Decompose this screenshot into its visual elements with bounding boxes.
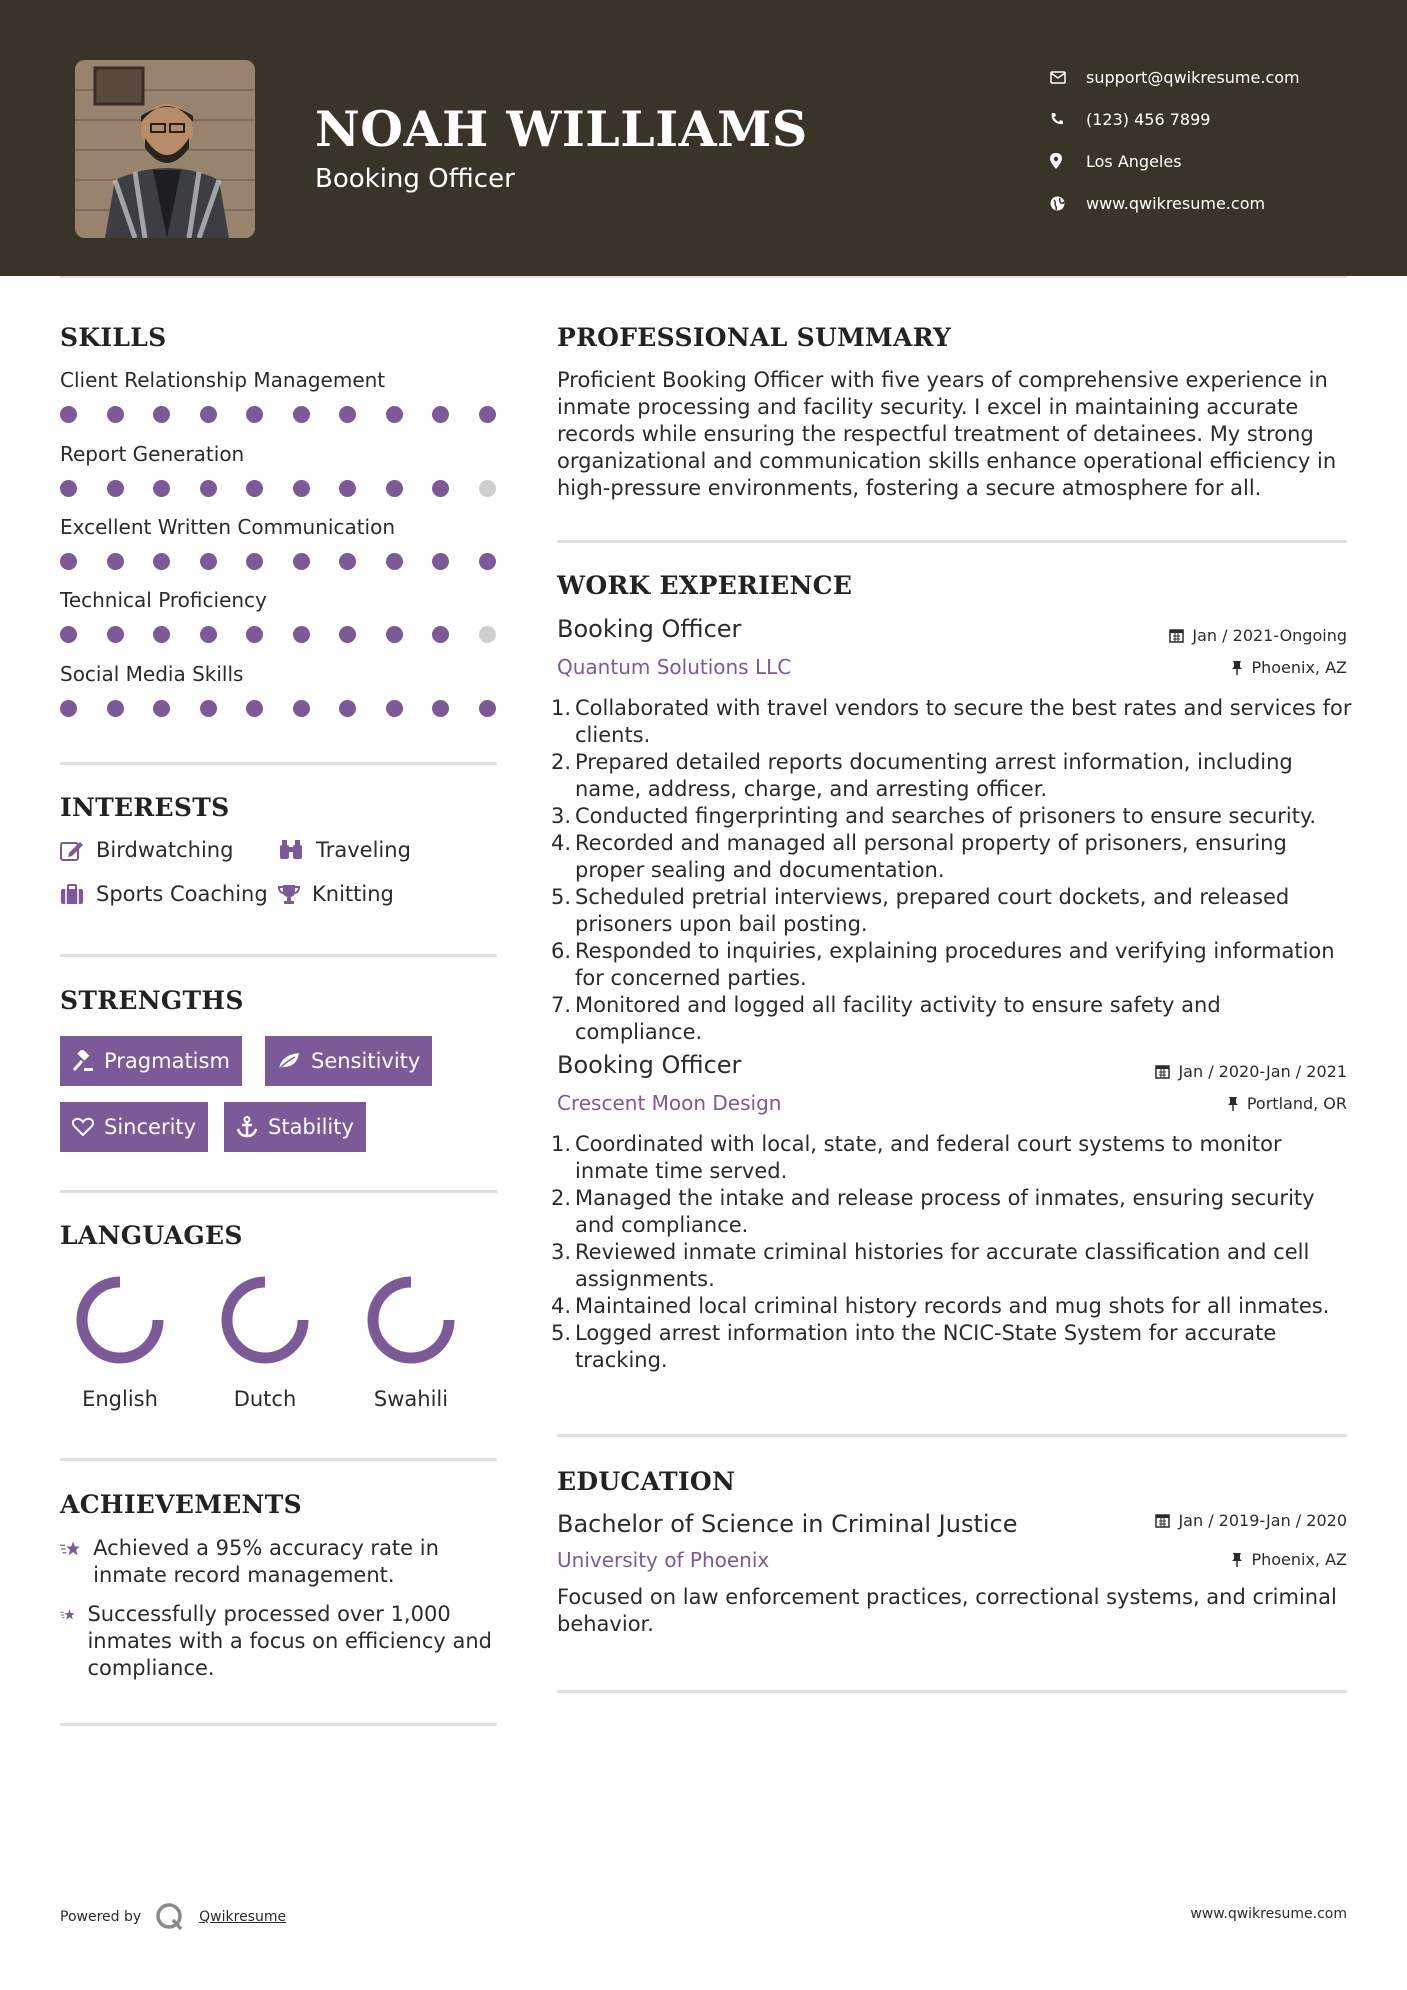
school-name: University of Phoenix xyxy=(557,1548,770,1572)
skill-rating xyxy=(60,553,500,573)
skill-dot-filled xyxy=(339,480,356,497)
skill-dot-filled xyxy=(60,626,77,643)
section-divider xyxy=(557,1434,1347,1437)
skill-dot-filled xyxy=(107,626,124,643)
job-location-text: Portland, OR xyxy=(1246,1094,1347,1113)
skill-dot-filled xyxy=(432,553,449,570)
section-divider xyxy=(557,1690,1347,1693)
degree-title: Bachelor of Science in Criminal Justice xyxy=(557,1510,1018,1538)
skill-dot-filled xyxy=(107,480,124,497)
achievement-text: Achieved a 95% accuracy rate in inmate record management. xyxy=(93,1536,439,1587)
suitcase-icon xyxy=(60,883,84,905)
footer-powered-by xyxy=(60,1902,286,1932)
duty-text: Reviewed inmate criminal histories for accurate classification and cell assignments. xyxy=(575,1240,1310,1291)
skill-dot-filled xyxy=(386,553,403,570)
duty-text: Monitored and logged all facility activity to ensure safety and compliance. xyxy=(575,993,1221,1044)
skill-dot-filled xyxy=(339,626,356,643)
skill-dot-filled xyxy=(60,553,77,570)
skill-dot-filled xyxy=(339,406,356,423)
duty-text: Maintained local criminal history records and mug shots for all inmates. xyxy=(575,1294,1330,1318)
skill-dot-filled xyxy=(386,480,403,497)
language-gauge-arc xyxy=(227,1282,303,1358)
skill-dot-filled xyxy=(200,626,217,643)
leaf-icon xyxy=(277,1051,301,1071)
skill-name: Report Generation xyxy=(60,442,245,466)
envelope-icon xyxy=(1050,71,1086,84)
language-gauge xyxy=(190,1270,340,1370)
skill-dot-filled xyxy=(153,700,170,717)
section-divider xyxy=(60,954,497,957)
strength-label: Pragmatism xyxy=(104,1049,230,1073)
company-name: Crescent Moon Design xyxy=(557,1091,782,1115)
duty-item xyxy=(551,695,1352,749)
calendar-icon xyxy=(1155,1064,1170,1079)
skill-dot-filled xyxy=(200,406,217,423)
duty-item xyxy=(551,1320,1352,1374)
skill-dot-filled xyxy=(153,480,170,497)
interest-item xyxy=(60,882,268,906)
candidate-name: NOAH WILLIAMS xyxy=(315,100,808,158)
pushpin-icon xyxy=(1231,660,1243,675)
skill-dot-filled xyxy=(386,626,403,643)
pushpin-icon xyxy=(1231,1552,1243,1567)
skills-heading: SKILLS xyxy=(60,323,167,352)
duty-item xyxy=(551,938,1352,992)
skill-dot-filled xyxy=(293,406,310,423)
job-dates-text: Jan / 2021-Ongoing xyxy=(1192,626,1347,645)
contact-location-text: Los Angeles xyxy=(1086,151,1182,171)
skill-dot-filled xyxy=(60,700,77,717)
skill-dot-filled xyxy=(60,406,77,423)
duty-item xyxy=(551,1131,1352,1185)
strength-label: Stability xyxy=(268,1115,354,1139)
calendar-icon xyxy=(1169,628,1184,643)
skill-dot-filled xyxy=(293,553,310,570)
anchor-icon xyxy=(236,1116,258,1138)
skill-name: Client Relationship Management xyxy=(60,368,386,392)
language-gauge-arc xyxy=(373,1282,449,1358)
skill-dot-filled xyxy=(386,700,403,717)
section-divider xyxy=(60,1190,497,1193)
skill-dot-filled xyxy=(246,480,263,497)
duty-number: 5. xyxy=(551,885,572,909)
skill-dot-filled xyxy=(293,700,310,717)
skill-name: Technical Proficiency xyxy=(60,588,267,612)
interest-label: Sports Coaching xyxy=(96,882,268,906)
interest-item xyxy=(278,838,411,862)
interest-label: Traveling xyxy=(316,838,411,862)
skill-name: Social Media Skills xyxy=(60,662,244,686)
heart-icon xyxy=(72,1117,94,1137)
job-location xyxy=(1227,1094,1347,1113)
header-divider xyxy=(60,276,1347,278)
strength-tag xyxy=(265,1036,432,1086)
duty-number: 2. xyxy=(551,1186,572,1210)
skill-dot-filled xyxy=(432,700,449,717)
company-name: Quantum Solutions LLC xyxy=(557,655,792,679)
job-title: Booking Officer xyxy=(557,1051,742,1079)
summary-heading: PROFESSIONAL SUMMARY xyxy=(557,323,952,352)
skill-dot-filled xyxy=(153,626,170,643)
duty-item xyxy=(551,1239,1352,1293)
job-location xyxy=(1231,658,1347,677)
qwikresume-logo-icon xyxy=(155,1902,185,1932)
skill-dot-empty xyxy=(479,480,496,497)
edit-icon xyxy=(60,839,84,861)
strength-tag xyxy=(60,1036,242,1086)
duty-item xyxy=(551,884,1352,938)
contact-email-text: support@qwikresume.com xyxy=(1086,67,1300,87)
duty-number: 1. xyxy=(551,1132,572,1156)
experience-heading: WORK EXPERIENCE xyxy=(557,571,853,600)
contact-email[interactable] xyxy=(1050,56,1300,98)
skill-dot-filled xyxy=(246,406,263,423)
job-dates-text: Jan / 2020-Jan / 2021 xyxy=(1178,1062,1347,1081)
duty-text: Conducted fingerprinting and searches of prisoners to ensure security. xyxy=(575,804,1317,828)
job-dates xyxy=(1155,1062,1347,1081)
skill-dot-filled xyxy=(432,480,449,497)
achievement-item xyxy=(60,1601,500,1682)
duty-number: 3. xyxy=(551,1240,572,1264)
strengths-heading: STRENGTHS xyxy=(60,986,244,1015)
interest-label: Knitting xyxy=(312,882,394,906)
job-duties xyxy=(551,695,1352,1046)
duty-number: 5. xyxy=(551,1321,572,1345)
skill-dot-filled xyxy=(246,626,263,643)
interests-heading: INTERESTS xyxy=(60,793,230,822)
pushpin-icon xyxy=(1227,1096,1239,1111)
skill-dot-filled xyxy=(153,553,170,570)
star-icon xyxy=(60,1535,81,1563)
contact-phone-text: (123) 456 7899 xyxy=(1086,109,1211,129)
achievements-heading: ACHIEVEMENTS xyxy=(60,1490,302,1519)
languages-heading: LANGUAGES xyxy=(60,1221,243,1250)
skill-dot-filled xyxy=(339,553,356,570)
duty-text: Prepared detailed reports documenting arrest information, including name, address, charge, and arresting officer. xyxy=(575,750,1293,801)
skill-dot-filled xyxy=(479,700,496,717)
brand-link[interactable]: Qwikresume xyxy=(199,1909,287,1925)
education-location-text: Phoenix, AZ xyxy=(1251,1550,1347,1569)
skill-dot-filled xyxy=(432,626,449,643)
achievement-item xyxy=(60,1535,500,1589)
education-dates xyxy=(1155,1511,1347,1530)
strength-label: Sincerity xyxy=(104,1115,197,1139)
job-title: Booking Officer xyxy=(557,615,742,643)
duty-number: 2. xyxy=(551,750,572,774)
strength-label: Sensitivity xyxy=(311,1049,421,1073)
skill-dot-filled xyxy=(60,480,77,497)
skill-dot-filled xyxy=(339,700,356,717)
language-label: Dutch xyxy=(233,1387,297,1411)
gavel-icon xyxy=(72,1050,94,1072)
skill-dot-filled xyxy=(479,406,496,423)
candidate-title: Booking Officer xyxy=(315,164,515,194)
skill-dot-filled xyxy=(153,406,170,423)
profile-photo xyxy=(75,60,255,238)
globe-icon xyxy=(1050,196,1086,211)
skill-dot-filled xyxy=(200,480,217,497)
skill-rating xyxy=(60,700,500,720)
calendar-icon xyxy=(1155,1513,1170,1528)
interest-item xyxy=(60,838,233,862)
skill-dot-filled xyxy=(107,553,124,570)
duty-text: Managed the intake and release process of inmates, ensuring security and compliance. xyxy=(575,1186,1315,1237)
job-location-text: Phoenix, AZ xyxy=(1251,658,1347,677)
duty-item xyxy=(551,830,1352,884)
skill-dot-filled xyxy=(200,700,217,717)
language-gauge xyxy=(336,1270,486,1370)
duty-text: Logged arrest information into the NCIC-State System for accurate tracking. xyxy=(575,1321,1277,1372)
contact-list xyxy=(1050,56,1300,224)
phone-icon xyxy=(1050,112,1086,126)
contact-phone[interactable] xyxy=(1050,98,1300,140)
section-divider xyxy=(60,1723,497,1726)
education-heading: EDUCATION xyxy=(557,1467,736,1496)
duty-number: 4. xyxy=(551,1294,572,1318)
section-divider xyxy=(60,762,497,765)
contact-website[interactable] xyxy=(1050,182,1300,224)
duty-number: 6. xyxy=(551,939,572,963)
skill-dot-filled xyxy=(386,406,403,423)
education-location xyxy=(1231,1550,1347,1569)
duty-text: Recorded and managed all personal property of prisoners, ensuring proper sealing and documentation. xyxy=(575,831,1287,882)
skill-rating xyxy=(60,406,500,426)
duty-text: Collaborated with travel vendors to secure the best rates and services for clients. xyxy=(575,696,1352,747)
language-label: Swahili xyxy=(373,1387,449,1411)
duty-number: 1. xyxy=(551,696,572,720)
skill-name: Excellent Written Communication xyxy=(60,515,396,539)
education-dates-text: Jan / 2019-Jan / 2020 xyxy=(1178,1511,1347,1530)
duty-text: Coordinated with local, state, and federal court systems to monitor inmate time served. xyxy=(575,1132,1282,1183)
duty-number: 7. xyxy=(551,993,572,1017)
language-gauge xyxy=(45,1270,195,1370)
powered-by-text: Powered by xyxy=(60,1909,142,1925)
duty-item xyxy=(551,992,1352,1046)
contact-location xyxy=(1050,140,1300,182)
duty-number: 4. xyxy=(551,831,572,855)
skill-dot-filled xyxy=(432,406,449,423)
binoculars-icon xyxy=(278,839,304,861)
language-label: English xyxy=(82,1387,158,1411)
duty-number: 3. xyxy=(551,804,572,828)
strength-tag xyxy=(60,1102,208,1152)
contact-website-text: www.qwikresume.com xyxy=(1086,193,1266,213)
duty-item xyxy=(551,1185,1352,1239)
skill-dot-filled xyxy=(107,406,124,423)
duty-item xyxy=(551,803,1352,830)
duty-text: Scheduled pretrial interviews, prepared court dockets, and released prisoners upon bail posting. xyxy=(575,885,1290,936)
summary-text: Proficient Booking Officer with five years of comprehensive experience in inmate processing and facility security. I excel in maintaining accurate records while ensuring the respectful treatment of detainees. My strong organizational and communication skills enhance operational efficiency in high-pressure environments, fostering a secure atmosphere for all. xyxy=(557,368,1337,500)
strength-tag xyxy=(224,1102,366,1152)
job-duties xyxy=(551,1131,1352,1374)
section-divider xyxy=(557,540,1347,543)
footer-url[interactable]: www.qwikresume.com xyxy=(1190,1906,1347,1922)
skill-dot-filled xyxy=(479,553,496,570)
skill-rating xyxy=(60,626,500,646)
trophy-icon xyxy=(278,883,300,905)
skill-dot-filled xyxy=(293,480,310,497)
language-gauge-arc xyxy=(82,1282,158,1358)
star-icon xyxy=(60,1601,75,1629)
map-pin-icon xyxy=(1050,153,1086,169)
skill-dot-filled xyxy=(246,700,263,717)
skill-rating xyxy=(60,480,500,500)
interest-item xyxy=(278,882,394,906)
skill-dot-filled xyxy=(107,700,124,717)
skill-dot-filled xyxy=(200,553,217,570)
interest-label: Birdwatching xyxy=(96,838,234,862)
achievement-text: Successfully processed over 1,000 inmates with a focus on efficiency and compliance. xyxy=(87,1602,492,1680)
duty-item xyxy=(551,1293,1352,1320)
resume-header xyxy=(0,0,1407,276)
duty-item xyxy=(551,749,1352,803)
duty-text: Responded to inquiries, explaining procedures and verifying information for concerned parties. xyxy=(575,939,1335,990)
skill-dot-filled xyxy=(293,626,310,643)
skill-dot-empty xyxy=(479,626,496,643)
job-dates xyxy=(1169,626,1347,645)
section-divider xyxy=(60,1458,497,1461)
skill-dot-filled xyxy=(246,553,263,570)
education-description: Focused on law enforcement practices, correctional systems, and criminal behavior. xyxy=(557,1585,1337,1636)
